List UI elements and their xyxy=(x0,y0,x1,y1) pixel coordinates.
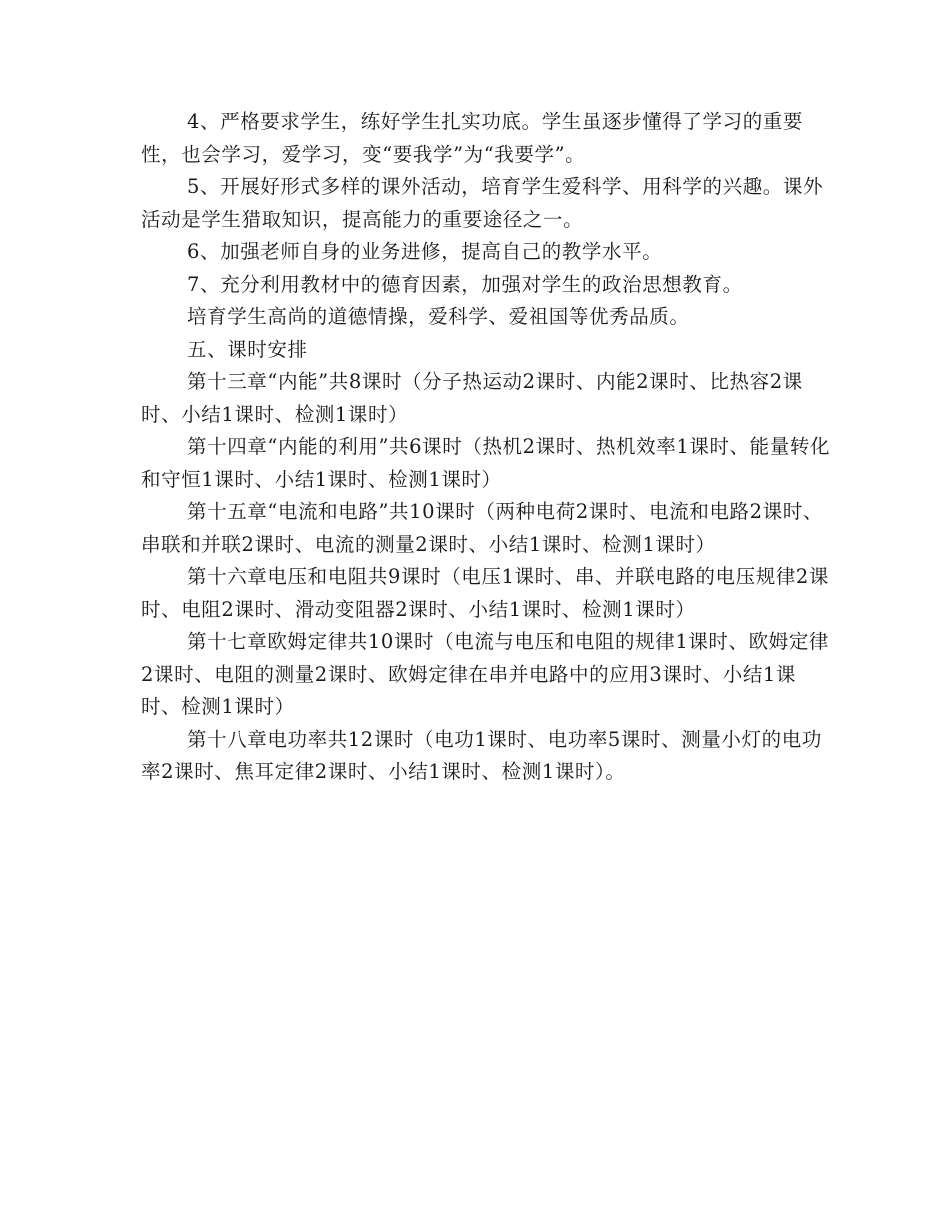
chapter-15-schedule: 第十五章“电流和电路”共10课时（两种电荷2课时、电流和电路2课时、串联和并联2课时、电流的测量2课时、小结1课时、检测1课时） xyxy=(141,500,823,556)
chapter-14-schedule: 第十四章“内能的利用”共6课时（热机2课时、热机效率1课时、能量转化和守恒1课时、小结1课时、检测1课时） xyxy=(141,435,831,491)
chapter-17-schedule: 第十七章欧姆定律共10课时（电流与电压和电阻的规律1课时、欧姆定律2课时、电阻的测量2课时、欧姆定律在串并电路中的应用3课时、小结1课时、检测1课时） xyxy=(141,630,830,718)
chapter-18-schedule: 第十八章电功率共12课时（电功1课时、电功率5课时、测量小灯的电功率2课时、焦耳定律2课时、小结1课时、检测1课时）。 xyxy=(141,727,822,783)
document-page xyxy=(141,106,831,789)
paragraph-item-4: 4、严格要求学生，练好学生扎实功底。学生虽逐步懂得了学习的重要性，也会学习，爱学习，变“要我学”为“我要学”。 xyxy=(141,110,804,166)
chapter-13-schedule: 第十三章“内能”共8课时（分子热运动2课时、内能2课时、比热容2课时、小结1课时、检测1课时） xyxy=(141,370,803,426)
paragraph-moral-education: 培育学生高尚的道德情操，爱科学、爱祖国等优秀品质。 xyxy=(187,305,690,328)
paragraph-item-6: 6、加强老师自身的业务进修，提高自己的教学水平。 xyxy=(187,240,663,263)
chapter-16-schedule: 第十六章电压和电阻共9课时（电压1课时、串、并联电路的电压规律2课时、电阻2课时、滑动变阻器2课时、小结1课时、检测1课时） xyxy=(141,565,830,621)
paragraph-item-5: 5、开展好形式多样的课外活动，培育学生爱科学、用科学的兴趣。课外活动是学生猎取知识，提高能力的重要途径之一。 xyxy=(141,175,824,231)
paragraph-item-7: 7、充分利用教材中的德育因素，加强对学生的政治思想教育。 xyxy=(187,272,743,296)
section-heading-schedule: 五、课时安排 xyxy=(187,337,308,361)
